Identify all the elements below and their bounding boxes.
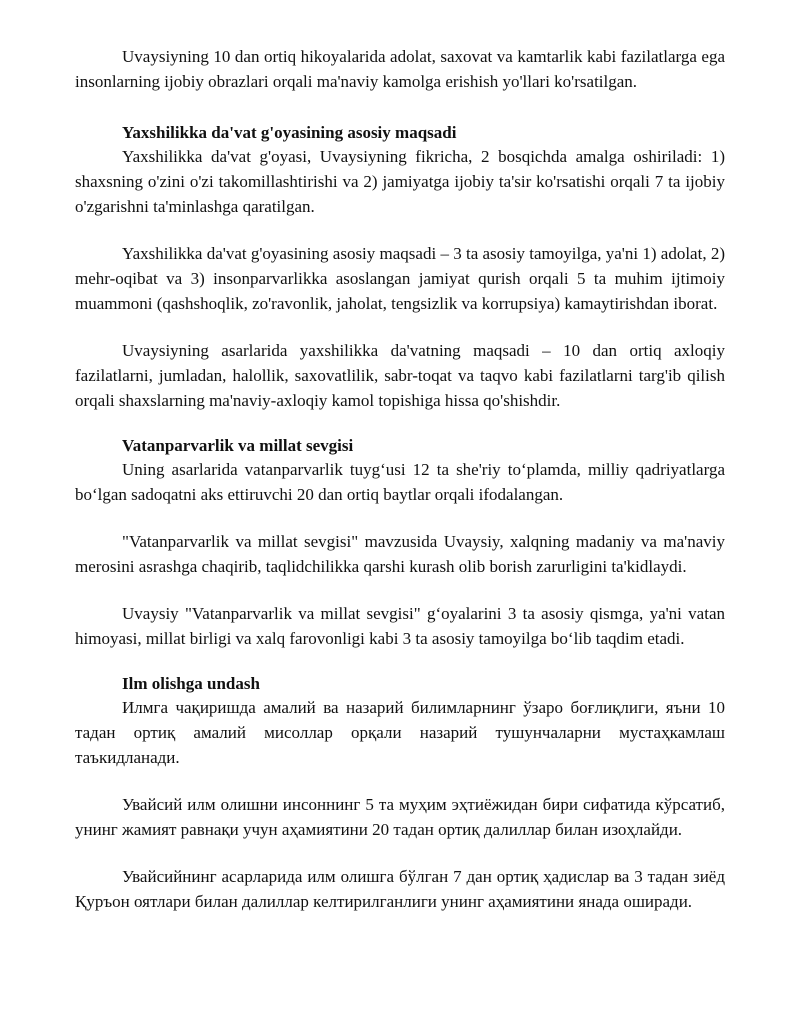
document-page — [75, 44, 725, 936]
section-heading: Vatanparvarlik va millat sevgisi — [122, 436, 354, 455]
paragraph: Yaxshilikka da'vat g'oyasi, Uvaysiyning fikricha, 2 bosqichda amalga oshiriladi: 1) shaxsning o'zini o'zi takomillashtirishi va 2) jamiyatga ijobiy ta'sir ko'rsatishi orqali 7 ta ijobiy o'zgarishni ta'minlashga qaratilgan. — [75, 147, 725, 216]
section-knowledge — [75, 673, 725, 914]
paragraph: Yaxshilikka da'vat g'oyasining asosiy maqsadi – 3 ta asosiy tamoyilga, ya'ni 1) adolat, 2) mehr-oqibat va 3) insonparvarlikka asoslangan jamiyat qurish orqali 5 ta muhim ijtimoiy muammoni (qashshoqlik, zo'ravonlik, jaholat, tengsizlik va korrupsiya) kamaytirishdan iborat. — [75, 244, 725, 313]
section-patriotism — [75, 435, 725, 651]
paragraph: Увайсийнинг асарларида илм олишга бўлган 7 дан ортиқ ҳадислар ва 3 тадан зиёд Қуръон оятлари билан далиллар келтирилганлиги унинг аҳамиятини янада оширади. — [75, 867, 725, 911]
paragraph: Uvaysiy "Vatanparvarlik va millat sevgisi" g‘oyalarini 3 ta asosiy qismga, ya'ni vatan himoyasi, millat birligi va xalq farovonligi kabi 3 ta asosiy tamoyilga bo‘lib taqdim etadi. — [75, 604, 725, 648]
section-goodness — [75, 122, 725, 413]
intro-paragraph: Uvaysiyning 10 dan ortiq hikoyalarida adolat, saxovat va kamtarlik kabi fazilatlarga ega insonlarning ijobiy obrazlari orqali ma'naviy kamolga erishish yo'llari ko'rsatilgan. — [75, 47, 725, 91]
paragraph: "Vatanparvarlik va millat sevgisi" mavzusida Uvaysiy, xalqning madaniy va ma'naviy merosini asrashga chaqirib, taqlidchilikka qarshi kurash olib borish zarurligini ta'kidlaydi. — [75, 532, 725, 576]
paragraph: Илмга чақиришда амалий ва назарий билимларнинг ўзаро боғлиқлиги, яъни 10 тадан ортиқ амалий мисоллар орқали назарий тушунчаларни мустаҳкамлаш таъкидланади. — [75, 698, 725, 767]
section-heading: Ilm olishga undash — [122, 674, 260, 693]
paragraph: Увайсий илм олишни инсоннинг 5 та муҳим эҳтиёжидан бири сифатида кўрсатиб, унинг жамият равнақи учун аҳамиятини 20 тадан ортиқ далиллар билан изоҳлайди. — [75, 795, 725, 839]
paragraph: Uning asarlarida vatanparvarlik tuyg‘usi 12 ta she'riy to‘plamda, milliy qadriyatlarga bo‘lgan sadoqatni aks ettiruvchi 20 dan ortiq baytlar orqali ifodalangan. — [75, 460, 725, 504]
section-heading: Yaxshilikka da'vat g'oyasining asosiy maqsadi — [122, 123, 457, 142]
paragraph: Uvaysiyning asarlarida yaxshilikka da'vatning maqsadi – 10 dan ortiq axloqiy fazilatlarni, jumladan, halollik, saxovatlilik, sabr-toqat va taqvo kabi fazilatlarni targ'ib qilish orqali shaxslarning ma'naviy-axloqiy kamol topishiga hissa qo'shishdir. — [75, 341, 725, 410]
